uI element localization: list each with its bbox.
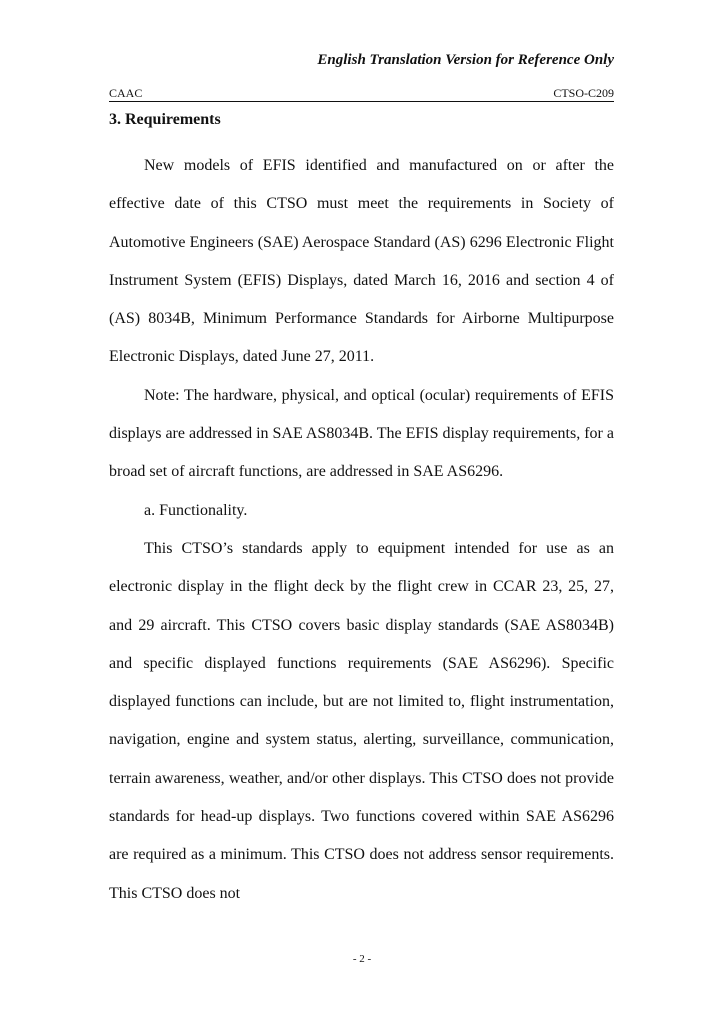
header-divider [109,101,614,102]
header-document-id: CTSO-C209 [553,86,614,100]
subsection-heading-functionality: a. Functionality. [144,501,248,519]
paragraph-requirements: New models of EFIS identified and manufactured on or after the effective date of this CTSO must meet the requirements in Society of Automotive Engineers (SAE) Aerospace Standard (AS) 6296 Electronic Flight Instrument System (EFIS) Displays, dated March 16, 2016 and section 4 of (AS) 8034B, Minimum Performance Standards for Airborne Multipurpose Electronic Displays, dated June 27, 2011. [109,157,614,366]
translation-banner: English Translation Version for Reference Only [317,52,614,68]
header-organization: CAAC [109,86,143,100]
page-number: - 2 - [352,953,372,965]
paragraph-note: Note: The hardware, physical, and optical (ocular) requirements of EFIS displays are addressed in SAE AS8034B. The EFIS display requirements, for a broad set of aircraft functions, are addressed in SAE AS6296. [109,386,614,481]
paragraph-functionality: This CTSO’s standards apply to equipment intended for use as an electronic display in the flight deck by the flight crew in CCAR 23, 25, 27, and 29 aircraft. This CTSO covers basic display standards (SAE AS8034B) and specific displayed functions requirements (SAE AS6296). Specific displayed functions can include, but are not limited to, flight instrumentation, navigation, engine and system status, alerting, surveillance, communication, terrain awareness, weather, and/or other displays. This CTSO does not provide standards for head-up displays. Two functions covered within SAE AS6296 are required as a minimum. This CTSO does not address sensor requirements. This CTSO does not [109,539,614,902]
section-title: 3. Requirements [109,111,221,128]
page-body [109,109,614,913]
